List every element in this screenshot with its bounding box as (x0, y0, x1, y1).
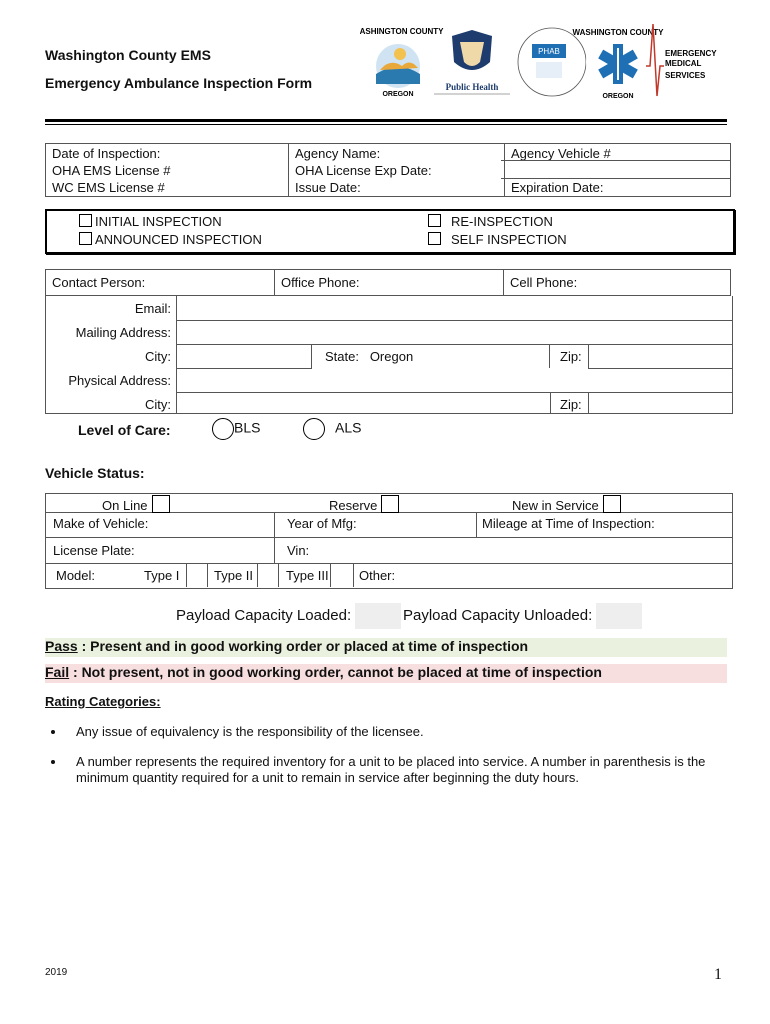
reinspection-checkbox[interactable] (428, 214, 441, 227)
bls-radio[interactable] (212, 418, 234, 440)
city-field[interactable] (176, 344, 312, 369)
contact-section (45, 269, 731, 414)
other-label[interactable]: Other: (359, 568, 396, 583)
email-field[interactable] (176, 296, 733, 321)
form-title: Washington County EMS (45, 47, 211, 63)
als-option[interactable] (303, 418, 361, 440)
make-label: Make of Vehicle: (53, 516, 149, 531)
rating-bullet-2: • A number represents the required inventory for a unit to be placed into service. A number in parenthesis is the minimum quantity required for a unit to remain in service after beginning the duty hours. (66, 754, 706, 786)
state-group (325, 349, 413, 364)
physical-address-field[interactable] (176, 368, 733, 393)
mailing-address-label: Mailing Address: (75, 325, 171, 340)
expiration-date-label: Expiration Date: (511, 180, 604, 195)
initial-inspection-option[interactable] (79, 214, 222, 229)
footer-year: 2019 (45, 967, 68, 978)
model-row (46, 564, 732, 588)
agency-name-label: Agency Name: (295, 146, 381, 161)
status-row (46, 494, 732, 513)
form-subtitle: Emergency Ambulance Inspection Form (45, 75, 313, 91)
address-block (45, 296, 733, 414)
self-inspection-label: SELF INSPECTION (451, 232, 567, 247)
announced-inspection-option[interactable] (79, 232, 262, 247)
fail-definition (45, 664, 727, 683)
date-of-inspection-label: Date of Inspection: (52, 146, 161, 161)
oha-license-exp-label: OHA License Exp Date: (295, 163, 432, 178)
reinspection-option[interactable] (428, 214, 553, 229)
zip2-field[interactable] (588, 392, 733, 413)
type1-checkbox[interactable] (186, 564, 208, 587)
rating-bullets (66, 724, 706, 800)
oha-ems-license-label: OHA EMS License # (52, 163, 171, 178)
zip-divider (549, 344, 550, 368)
reserve-checkbox[interactable] (381, 495, 399, 513)
contact-person-cell[interactable] (46, 270, 275, 296)
svg-text:OREGON: OREGON (382, 91, 414, 98)
year-label: Year of Mfg: (287, 516, 357, 531)
type2-label: Type II (214, 568, 254, 583)
new-in-service-label: New in Service (512, 498, 599, 513)
fail-text: : Not present, not in good working order, cannot be placed at time of inspection (69, 664, 602, 680)
zip2-label: Zip: (560, 397, 582, 412)
make-row (46, 513, 732, 538)
make-field[interactable] (46, 513, 275, 537)
type3-checkbox[interactable] (330, 564, 354, 587)
license-plate-field[interactable] (46, 538, 275, 563)
ems-logo (573, 24, 718, 100)
zip-label: Zip: (560, 349, 582, 364)
type1-label: Type I (144, 568, 180, 583)
state-label: State: (325, 349, 359, 364)
announced-inspection-label: ANNOUNCED INSPECTION (95, 232, 262, 247)
on-line-checkbox[interactable] (152, 495, 170, 513)
rating-categories-heading: Rating Categories: (45, 694, 161, 709)
pass-definition (45, 638, 727, 657)
inspection-type-box (45, 209, 735, 254)
svg-text:WASHINGTON COUNTY: WASHINGTON COUNTY (360, 27, 444, 36)
office-phone-cell[interactable] (275, 270, 504, 296)
contact-person-label: Contact Person: (52, 275, 146, 290)
header-logos (360, 22, 720, 104)
contact-table (45, 269, 731, 296)
payload-unloaded (403, 603, 642, 629)
payload-loaded-label: Payload Capacity Loaded: (176, 606, 352, 624)
als-radio[interactable] (303, 418, 325, 440)
plate-row (46, 538, 732, 564)
info-col-1[interactable] (46, 144, 289, 197)
reserve-label: Reserve (329, 498, 378, 513)
svg-text:PHAB: PHAB (538, 47, 560, 56)
state-value[interactable]: Oregon (369, 349, 414, 364)
type2-checkbox[interactable] (257, 564, 279, 587)
initial-inspection-label: INITIAL INSPECTION (95, 214, 222, 229)
year-field[interactable] (275, 513, 477, 537)
zip-field[interactable] (588, 344, 733, 369)
address-labels (46, 296, 174, 413)
city-label: City: (145, 349, 171, 364)
physical-address-label: Physical Address: (68, 373, 171, 388)
cell-phone-label: Cell Phone: (510, 275, 578, 290)
page-number: 1 (714, 966, 722, 983)
washington-county-logo (360, 27, 444, 98)
svg-text:SERVICES: SERVICES (665, 71, 706, 80)
new-in-service-option[interactable] (512, 495, 621, 513)
vehicle-table (45, 493, 733, 589)
public-health-logo (434, 30, 510, 94)
model-label: Model: (56, 568, 96, 583)
svg-text:OREGON: OREGON (602, 93, 634, 100)
email-label: Email: (134, 301, 171, 316)
payload-unloaded-label: Payload Capacity Unloaded: (403, 606, 593, 624)
svg-text:Public Health: Public Health (445, 82, 499, 92)
payload-loaded (176, 603, 401, 629)
svg-text:WASHINGTON COUNTY: WASHINGTON COUNTY (572, 28, 664, 37)
level-of-care-label: Level of Care: (78, 422, 171, 438)
info-col3-dividers (501, 160, 731, 179)
header-rule-thick (45, 119, 727, 122)
agency-vehicle-label: Agency Vehicle # (511, 146, 611, 161)
als-label: ALS (335, 419, 362, 436)
logos-graphic (360, 22, 720, 104)
self-inspection-option[interactable] (428, 232, 567, 247)
info-col-2[interactable] (289, 144, 505, 197)
mailing-address-field[interactable] (176, 320, 733, 345)
on-line-label: On Line (102, 498, 148, 513)
svg-text:MEDICAL: MEDICAL (665, 59, 702, 68)
announced-inspection-checkbox[interactable] (79, 232, 92, 245)
phab-logo (518, 28, 586, 96)
issue-date-label: Issue Date: (295, 180, 361, 195)
rating-bullet-1: • Any issue of equivalency is the responsibility of the licensee. (66, 724, 706, 740)
city2-field[interactable] (176, 392, 551, 413)
type3-label: Type III (286, 568, 329, 583)
pass-text: : Present and in good working order or placed at time of inspection (77, 638, 529, 654)
bls-option[interactable] (212, 418, 260, 440)
payload-unloaded-field[interactable] (596, 603, 642, 629)
office-phone-label: Office Phone: (281, 275, 360, 290)
reserve-option[interactable] (329, 495, 399, 513)
wc-ems-license-label: WC EMS License # (52, 180, 165, 195)
pass-word: Pass (45, 638, 78, 654)
mileage-label[interactable]: Mileage at Time of Inspection: (482, 516, 655, 531)
cell-phone-cell[interactable] (504, 270, 731, 296)
city2-label: City: (145, 397, 171, 412)
initial-inspection-checkbox[interactable] (79, 214, 92, 227)
vin-label[interactable]: Vin: (287, 543, 310, 558)
reinspection-label: RE-INSPECTION (451, 214, 553, 229)
svg-text:EMERGENCY: EMERGENCY (665, 49, 717, 58)
header-rule-thin (45, 124, 727, 125)
bls-label: BLS (234, 419, 261, 436)
license-plate-label: License Plate: (53, 543, 135, 558)
on-line-option[interactable] (102, 495, 170, 513)
vehicle-status-heading: Vehicle Status: (45, 465, 145, 481)
payload-loaded-field[interactable] (355, 603, 401, 629)
new-in-service-checkbox[interactable] (603, 495, 621, 513)
self-inspection-checkbox[interactable] (428, 232, 441, 245)
fail-word: Fail (45, 664, 70, 680)
